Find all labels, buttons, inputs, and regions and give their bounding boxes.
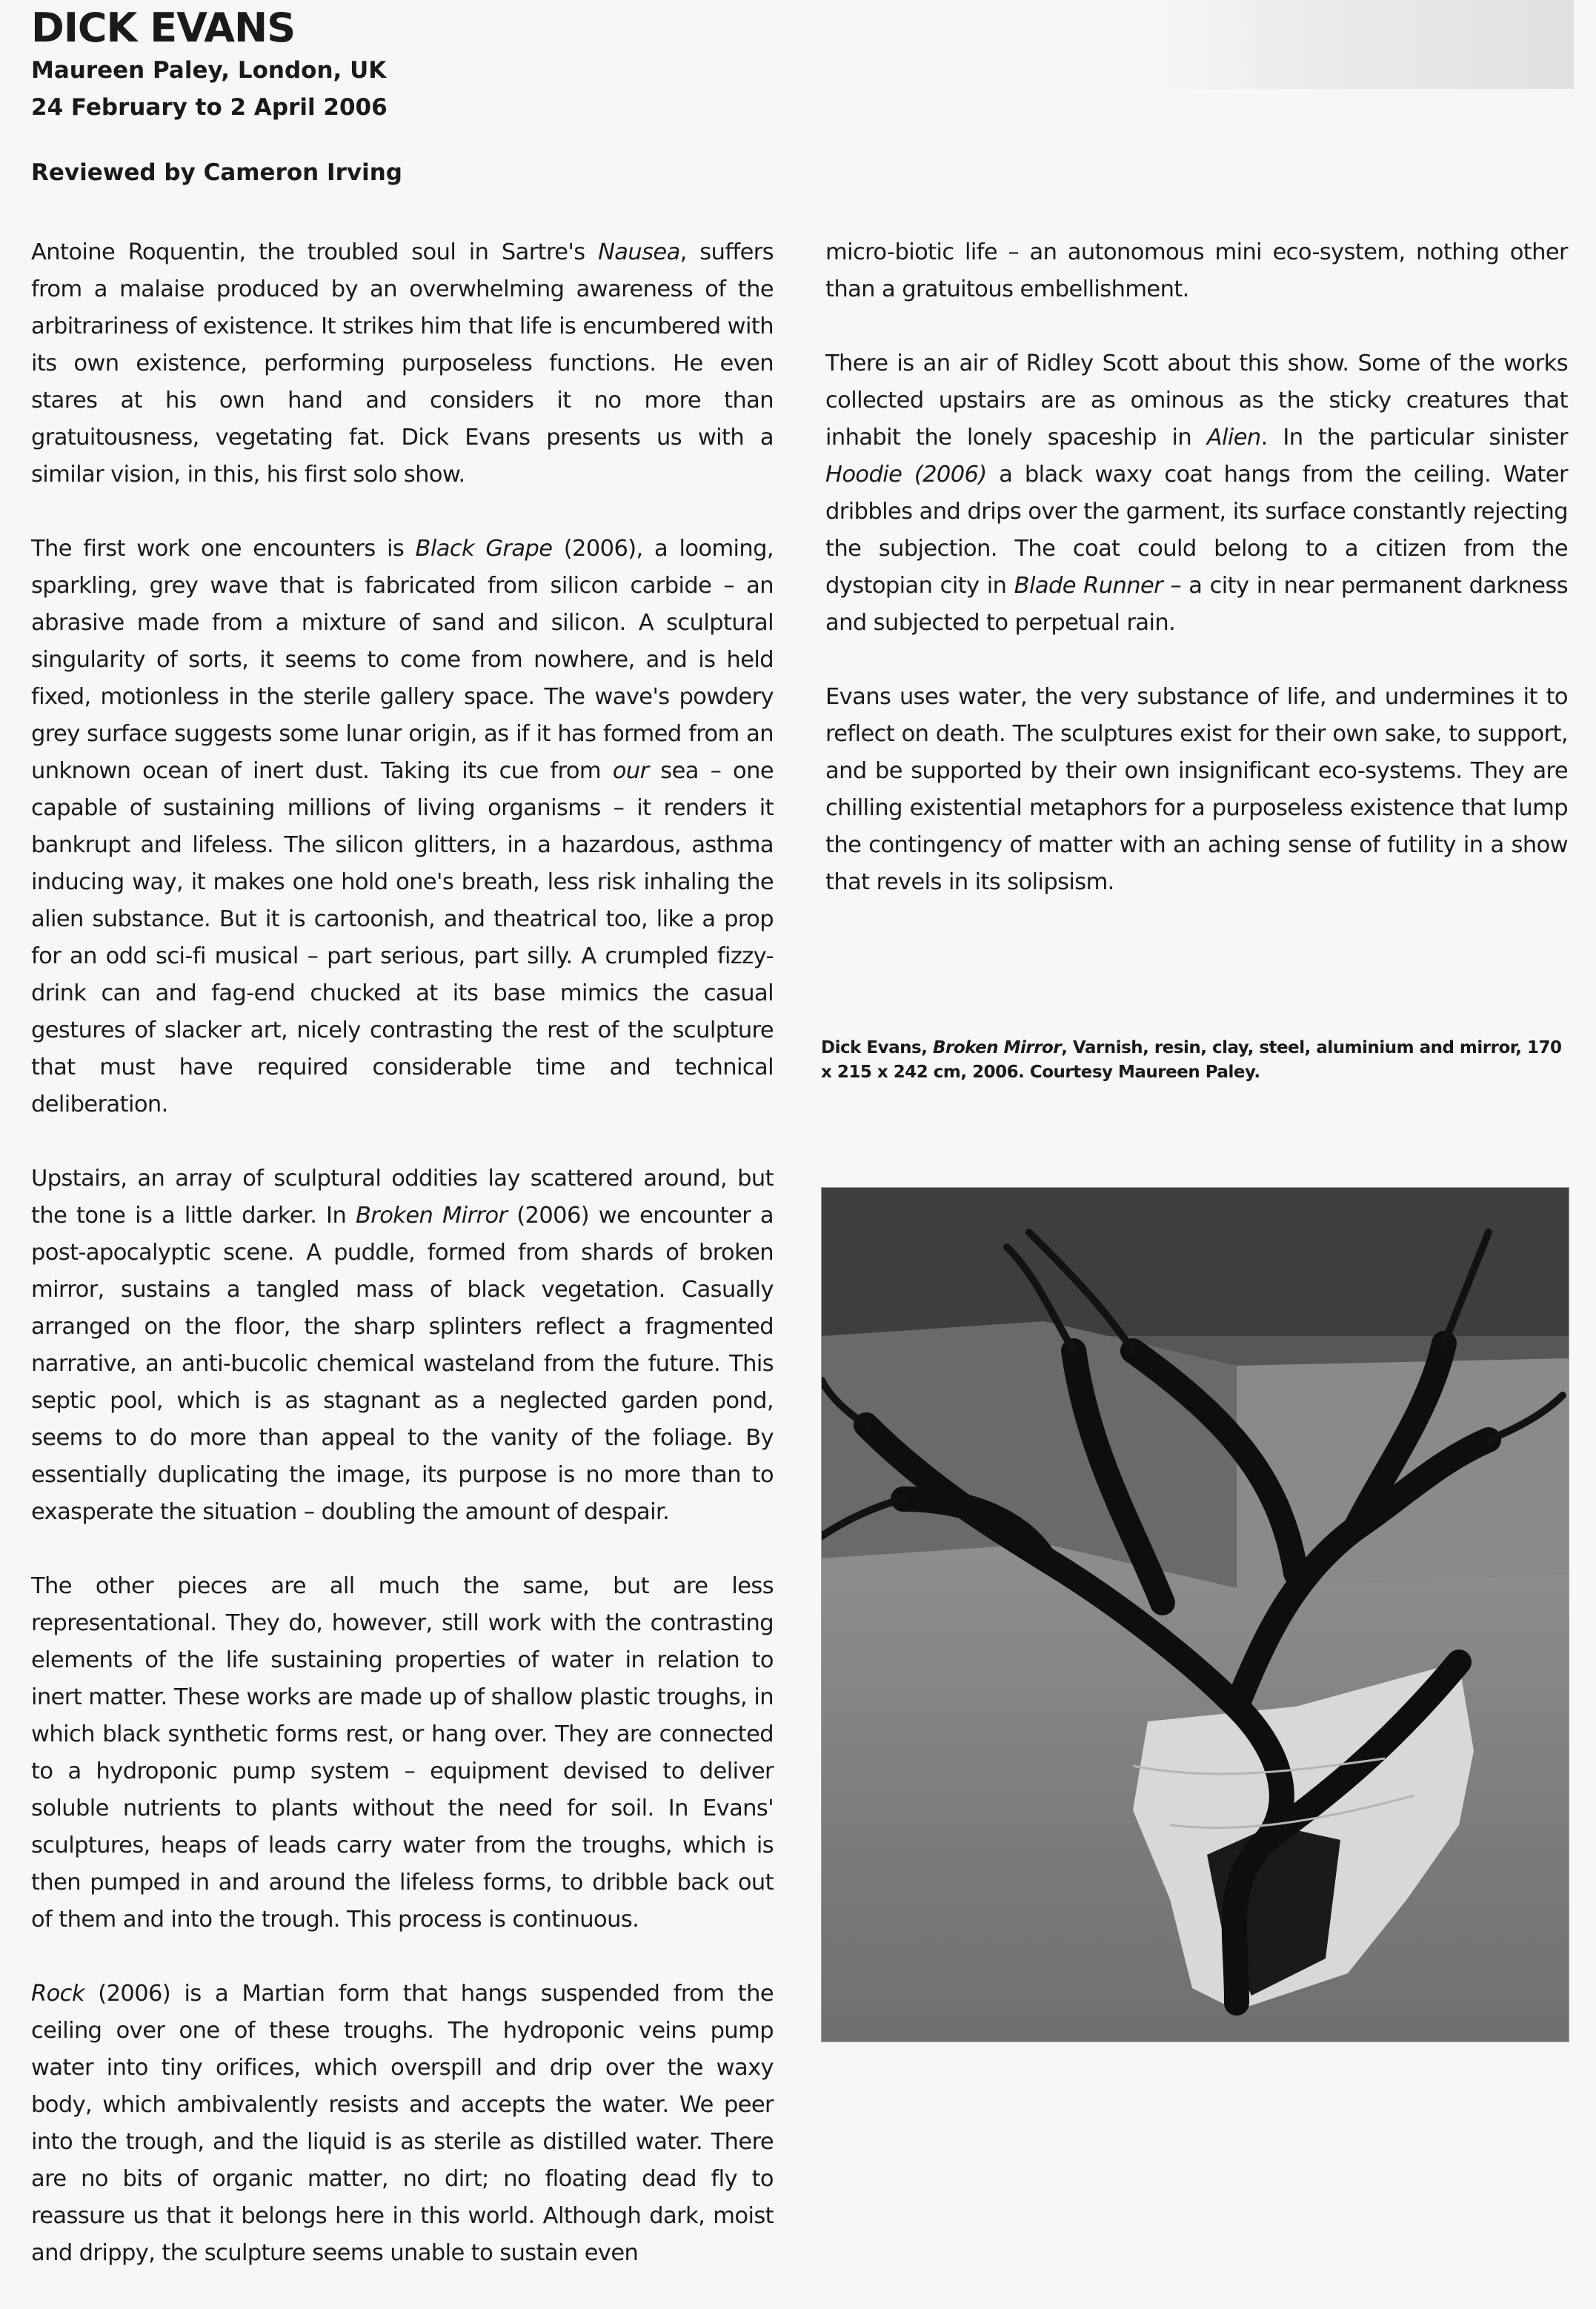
left-column <box>31 234 774 2309</box>
paragraph-7: There is an air of Ridley Scott about this show. Some of the works collected upstairs are as ominous as the sticky creatures that inhabit the lonely spaceship in Alien. In the particular sinister Hoodie (2006) a black waxy coat hangs from the ceiling. Water dribbles and drips over the garment, its surface constantly rejecting the subjection. The coat could belong to a citizen from the dystopian city in Blade Runner – a city in near permanent darkness and subjected to perpetual rain. <box>825 350 1568 636</box>
image-caption: Dick Evans, Broken Mirror, Varnish, resin, clay, steel, aluminium and mirror, 170 x 215 x 242 cm, 2006. Courtesy Maureen Paley. <box>821 1038 1562 1082</box>
venue-line: Maureen Paley, London, UK <box>31 57 387 84</box>
paragraph-3: Upstairs, an array of sculptural oddities lay scattered around, but the tone is a little darker. In Broken Mirror (2006) we encounter a post-apocalyptic scene. A puddle, formed from shards of broken mirror, sustains a tangled mass of black vegetation. Casually arranged on the floor, the sharp splinters reflect a fragmented narrative, an anti-bucolic chemical wasteland from the future. This septic pool, which is as stagnant as a neglected garden pond, seems to do more than appeal to the vanity of the foliage. By essentially duplicating the image, its purpose is no more than to exasperate the situation – doubling the amount of despair. <box>31 1166 774 1525</box>
paragraph-4: The other pieces are all much the same, but are less representational. They do, however, still work with the contrasting elements of the life sustaining properties of water in relation to inert matter. These works are made up of shallow plastic troughs, in which black synthetic forms rest, or hang over. They are connected to a hydroponic pump system – equipment devised to deliver soluble nutrients to plants without the need for soil. In Evans' sculptures, heaps of leads carry water from the troughs, which is then pumped in and around the lifeless forms, to dribble back out of them and into the trough. This process is continuous. <box>31 1573 774 1933</box>
paragraph-8: Evans uses water, the very substance of life, and undermines it to reflect on death. The sculptures exist for their own sake, to support, and be supported by their own insignificant eco-systems. They are chilling existential metaphors for a purposeless existence that lump the contingency of matter with an aching sense of futility in a show that revels in its solipsism. <box>825 684 1568 895</box>
paragraph-5: Rock (2006) is a Martian form that hangs suspended from the ceiling over one of these troughs. The hydroponic veins pump water into tiny orifices, which overspill and drip over the waxy body, which ambivalently resists and accepts the water. We peer into the trough, and the liquid is as sterile as distilled water. There are no bits of organic matter, no dirt; no floating dead fly to reassure us that it belongs here in this world. Although dark, moist and drippy, the sculpture seems unable to sustain even <box>31 1981 774 2266</box>
sculpture-photo-icon <box>822 1188 1569 2041</box>
artist-title: DICK EVANS <box>31 4 296 51</box>
paragraph-6: micro-biotic life – an autonomous mini eco-system, nothing other than a gratuitous embellishment. <box>825 239 1568 302</box>
right-column <box>825 234 1568 938</box>
bleed-through-shadow <box>1144 0 1574 89</box>
dates-line: 24 February to 2 April 2006 <box>31 94 388 121</box>
article-header <box>31 4 772 191</box>
paragraph-2: The first work one encounters is Black Grape (2006), a looming, sparkling, grey wave that is fabricated from silicon carbide – an abrasive made from a mixture of sand and silicon. A sculptural singularity of sorts, it seems to come from nowhere, and is held fixed, motionless in the sterile gallery space. The wave's powdery grey surface suggests some lunar origin, as if it has formed from an unknown ocean of inert dust. Taking its cue from our sea – one capable of sustaining millions of living organisms – it renders it bankrupt and lifeless. The silicon glitters, in a hazardous, asthma inducing way, it makes one hold one's breath, less risk inhaling the alien substance. But it is cartoonish, and theatrical too, like a prop for an odd sci-fi musical – part serious, part silly. A crumpled fizzy-drink can and fag-end chucked at its base mimics the casual gestures of slacker art, nicely contrasting the rest of the sculpture that must have required considerable time and technical deliberation. <box>31 536 774 1117</box>
sculpture-photo <box>821 1187 1569 2042</box>
reviewer-line: Reviewed by Cameron Irving <box>31 159 402 186</box>
paragraph-1: Antoine Roquentin, the troubled soul in Sartre's Nausea, suffers from a malaise produced by an overwhelming awareness of the arbitrariness of existence. It strikes him that life is encumbered with its own existence, performing purposeless functions. He even stares at his own hand and considers it no more than gratuitousness, vegetating fat. Dick Evans presents us with a similar vision, in this, his first solo show. <box>31 239 774 488</box>
